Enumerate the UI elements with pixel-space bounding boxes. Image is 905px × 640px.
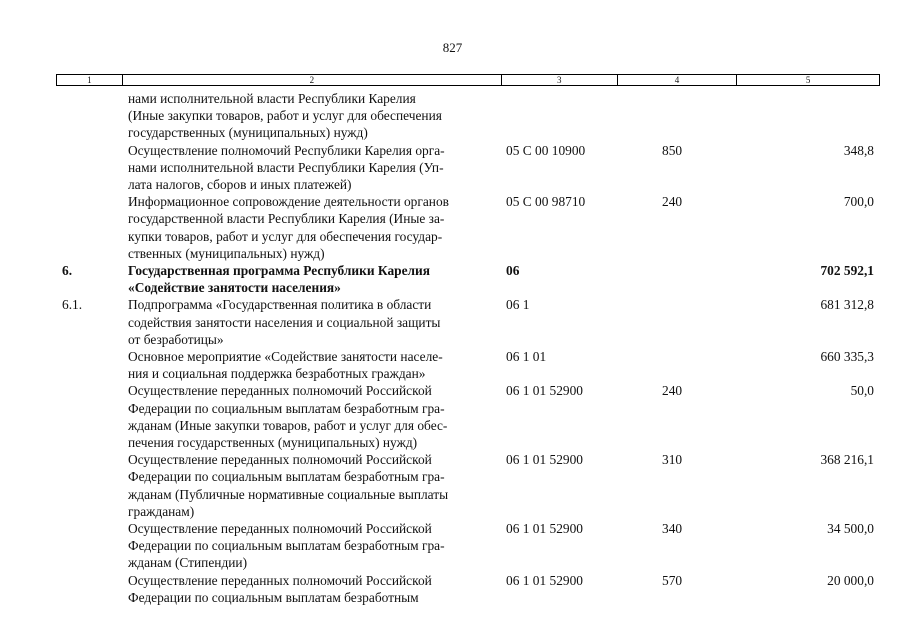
- row-name-line: ния и социальная поддержка безработных граждан»: [128, 366, 426, 382]
- row-name: [122, 90, 502, 142]
- row-name-line: Информационное сопровождение деятельности органов: [128, 194, 449, 210]
- table-body: [56, 90, 880, 606]
- row-name: [122, 451, 502, 520]
- column-header-4: 4: [618, 75, 738, 85]
- table-row: [56, 142, 880, 194]
- table-row: [56, 262, 880, 296]
- row-code: [502, 90, 618, 142]
- row-name-line: Основное мероприятие «Содействие занятости населе-: [128, 349, 443, 365]
- row-code: 05 С 00 10900: [506, 142, 586, 158]
- row-expense-type: [618, 348, 738, 382]
- row-number: [56, 348, 122, 382]
- column-header-2: 2: [123, 75, 502, 85]
- row-expense-type: 310: [662, 452, 683, 468]
- row-name-line: Осуществление переданных полномочий Российской: [128, 452, 432, 468]
- row-code: 06 1: [506, 297, 530, 313]
- row-name-line: Федерации по социальным выплатам безработным гра-: [128, 400, 445, 416]
- table-row: [56, 451, 880, 520]
- row-expense-type: 340: [662, 521, 683, 537]
- row-name-line: содействия занятости населения и социальной защиты: [128, 314, 441, 330]
- row-name-line: нами исполнительной власти Республики Карелия (Уп-: [128, 159, 444, 175]
- page-number: 827: [442, 40, 463, 55]
- row-name-line: Осуществление полномочий Республики Карелия орга-: [128, 142, 445, 158]
- row-name-line: жданам (Публичные нормативные социальные выплаты: [128, 486, 449, 502]
- row-code: 06 1 01 52900: [506, 572, 583, 588]
- row-code: 06 1 01 52900: [506, 383, 583, 399]
- column-header-1: 1: [57, 75, 123, 85]
- row-name: [122, 572, 502, 606]
- row-name-line: государственных (муниципальных) нужд): [128, 125, 368, 141]
- row-amount: 368 216,1: [820, 452, 874, 468]
- row-name-line: Федерации по социальным выплатам безработным гра-: [128, 469, 445, 485]
- row-amount: [738, 90, 880, 142]
- row-name-line: государственной власти Республики Карелия (Иные за-: [128, 211, 445, 227]
- table-row: [56, 90, 880, 142]
- table-row: [56, 382, 880, 451]
- row-number: [56, 193, 122, 262]
- column-header-5: 5: [805, 75, 811, 85]
- row-name-line: печения государственных (муниципальных) нужд): [128, 435, 418, 451]
- row-amount: 348,8: [843, 142, 874, 158]
- row-name-line: нами исполнительной власти Республики Карелия: [128, 91, 416, 106]
- row-number: [56, 451, 122, 520]
- row-name-line: Осуществление переданных полномочий Российской: [128, 383, 432, 399]
- table-row: [56, 296, 880, 348]
- row-name: [122, 193, 502, 262]
- row-name: [122, 348, 502, 382]
- row-name: [122, 262, 502, 296]
- row-number: 6.: [62, 263, 73, 279]
- row-expense-type: 240: [662, 194, 683, 210]
- row-expense-type: [618, 90, 738, 142]
- row-number: [56, 382, 122, 451]
- row-expense-type: 240: [662, 383, 683, 399]
- row-name-line: лата налогов, сборов и иных платежей): [128, 177, 352, 193]
- row-amount: 20 000,0: [827, 572, 874, 588]
- row-expense-type: 570: [662, 572, 683, 588]
- row-number: 6.1.: [62, 297, 83, 313]
- row-name: [122, 296, 502, 348]
- row-name-line: от безработицы»: [128, 331, 224, 347]
- row-number: [56, 572, 122, 606]
- row-name: [122, 382, 502, 451]
- row-number: [56, 90, 122, 142]
- row-amount: 50,0: [850, 383, 874, 399]
- row-amount: 660 335,3: [820, 349, 874, 365]
- row-name-line: Осуществление переданных полномочий Российской: [128, 572, 432, 588]
- row-number: [56, 142, 122, 194]
- row-number: [56, 520, 122, 572]
- row-name-line: ственных (муниципальных) нужд): [128, 245, 325, 261]
- row-code: 06 1 01 52900: [506, 452, 583, 468]
- table-row: [56, 193, 880, 262]
- row-code: 06 1 01: [506, 349, 547, 365]
- row-expense-type: [618, 262, 738, 296]
- row-amount: 681 312,8: [820, 297, 874, 313]
- column-header-3: 3: [502, 75, 618, 85]
- table-row: [56, 572, 880, 606]
- row-code: 06: [506, 263, 520, 279]
- row-expense-type: [618, 296, 738, 348]
- row-name-line: «Содействие занятости населения»: [128, 280, 341, 296]
- row-code: 06 1 01 52900: [506, 521, 583, 537]
- table-column-header: [56, 74, 880, 86]
- row-name-line: Федерации по социальным выплатам безработным гра-: [128, 538, 445, 554]
- table-row: [56, 520, 880, 572]
- table-row: [56, 348, 880, 382]
- row-amount: 702 592,1: [820, 263, 874, 279]
- row-name-line: жданам (Иные закупки товаров, работ и услуг для обес-: [128, 417, 448, 433]
- row-name-line: Подпрограмма «Государственная политика в области: [128, 297, 432, 313]
- row-name-line: (Иные закупки товаров, работ и услуг для обеспечения: [128, 108, 442, 124]
- row-amount: 700,0: [843, 194, 874, 210]
- row-name-line: Осуществление переданных полномочий Российской: [128, 521, 432, 537]
- row-name-line: жданам (Стипендии): [128, 555, 248, 571]
- row-expense-type: 850: [662, 142, 683, 158]
- row-name: [122, 520, 502, 572]
- row-name: [122, 142, 502, 194]
- row-name-line: купки товаров, работ и услуг для обеспечения государ-: [128, 228, 443, 244]
- row-code: 05 С 00 98710: [506, 194, 586, 210]
- row-name-line: гражданам): [128, 503, 195, 519]
- row-name-line: Федерации по социальным выплатам безработным: [128, 589, 419, 605]
- row-amount: 34 500,0: [827, 521, 874, 537]
- row-name-line: Государственная программа Республики Карелия: [128, 263, 431, 279]
